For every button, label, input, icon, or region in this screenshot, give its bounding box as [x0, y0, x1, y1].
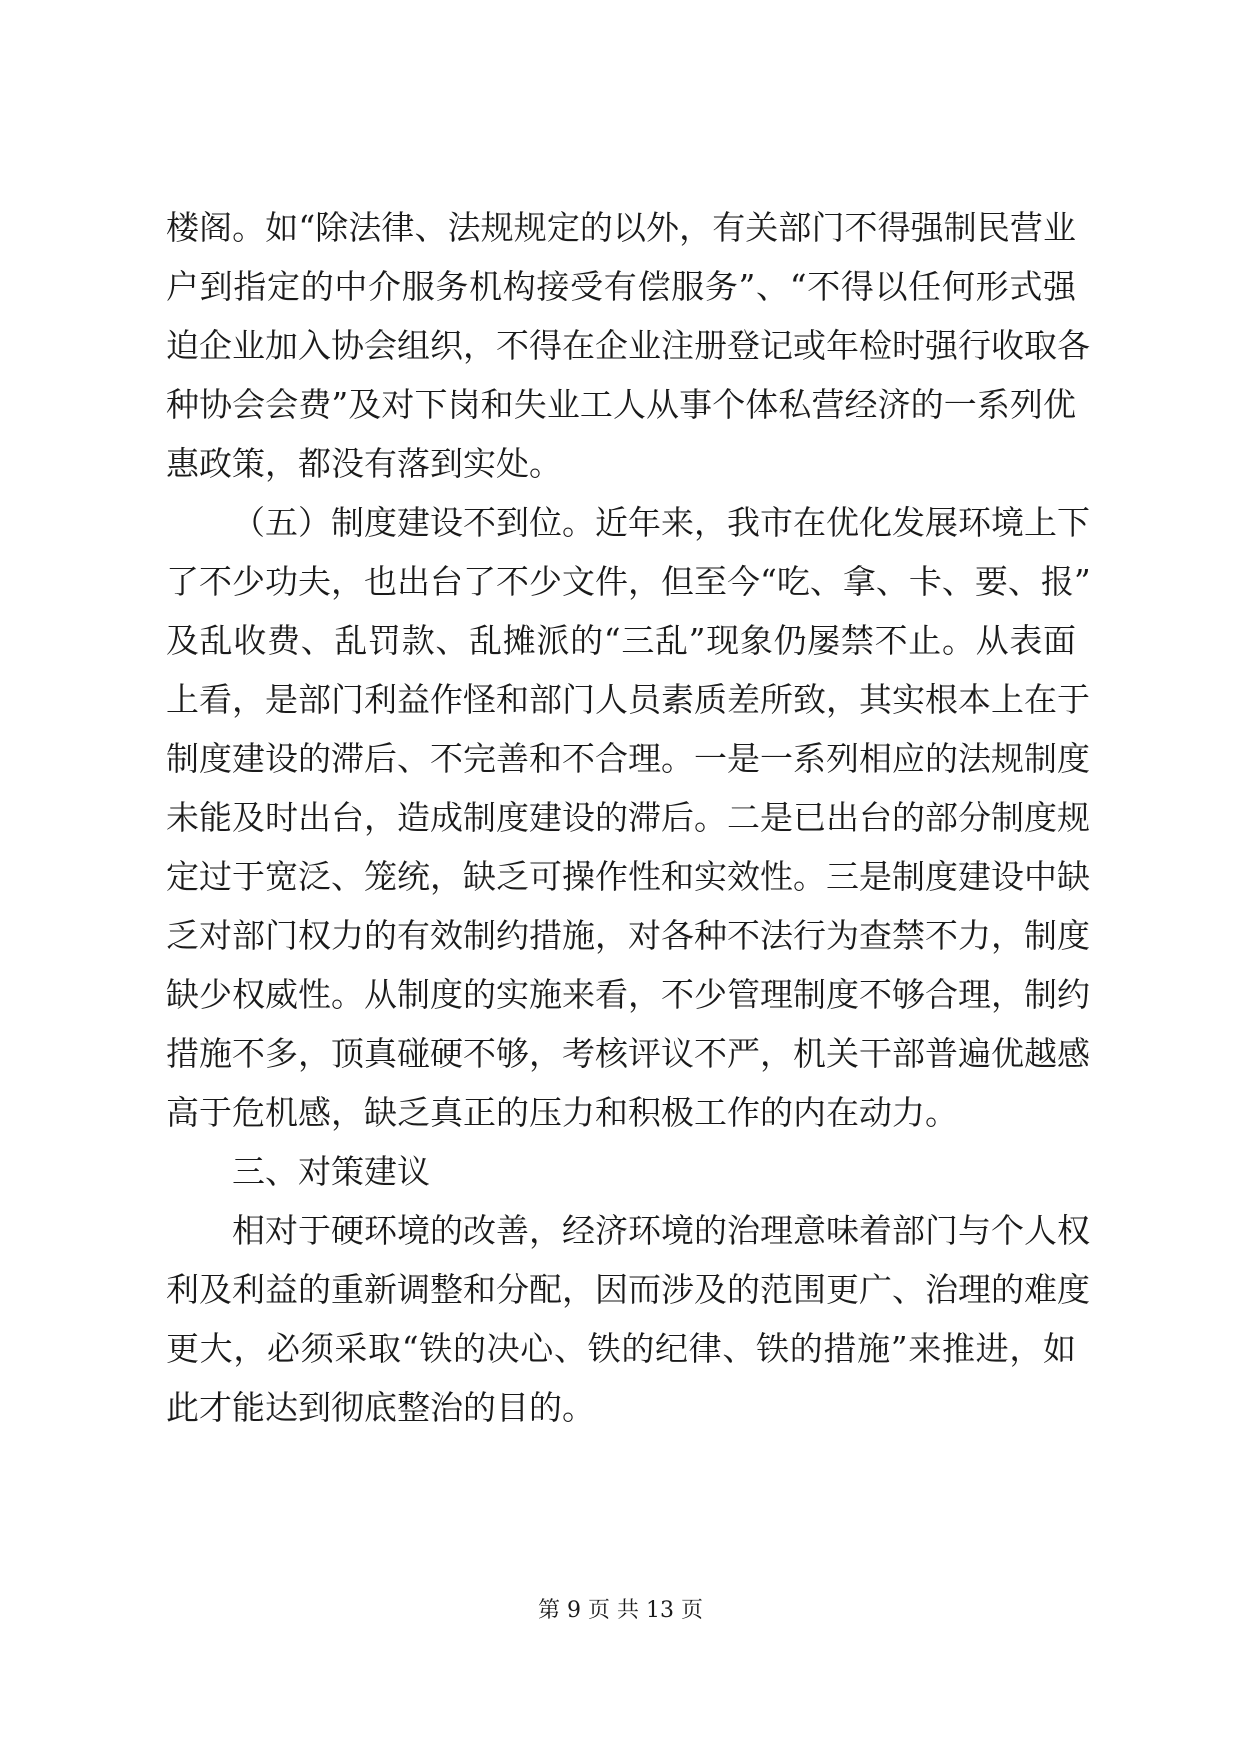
text-line: 高于危机感，缺乏真正的压力和积极工作的内在动力。: [166, 1093, 958, 1132]
text-line: 此才能达到彻底整治的目的。: [166, 1388, 595, 1427]
text-line: 及乱收费、乱罚款、乱摊派的“三乱”现象仍屡禁不止。从表面: [166, 621, 1076, 660]
text-line: 更大，必须采取“铁的决心、铁的纪律、铁的措施”来推进，如: [166, 1329, 1076, 1368]
text-line: 迫企业加入协会组织，不得在企业注册登记或年检时强行收取各: [166, 326, 1090, 365]
text-line: 种协会会费”及对下岗和失业工人从事个体私营经济的一系列优: [166, 385, 1076, 424]
text-line: 措施不多，顶真碰硬不够，考核评议不严，机关干部普遍优越感: [166, 1034, 1090, 1073]
text-line: （五）制度建设不到位。近年来，我市在优化发展环境上下: [232, 503, 1090, 542]
text-line: 定过于宽泛、笼统，缺乏可操作性和实效性。三是制度建设中缺: [166, 857, 1090, 896]
text-line: 了不少功夫，也出台了不少文件，但至今“吃、拿、卡、要、报”: [166, 562, 1091, 601]
text-line: 未能及时出台，造成制度建设的滞后。二是已出台的部分制度规: [166, 798, 1090, 837]
section-heading: 三、对策建议: [232, 1152, 430, 1191]
text-line: 相对于硬环境的改善，经济环境的治理意味着部门与个人权: [232, 1211, 1090, 1250]
page-footer: 第 9 页 共 13 页: [538, 1598, 703, 1623]
text-line: 利及利益的重新调整和分配，因而涉及的范围更广、治理的难度: [166, 1270, 1090, 1309]
text-line: 缺少权威性。从制度的实施来看，不少管理制度不够合理，制约: [166, 975, 1090, 1014]
text-line: 楼阁。如“除法律、法规规定的以外，有关部门不得强制民营业: [166, 208, 1076, 247]
text-line: 制度建设的滞后、不完善和不合理。一是一系列相应的法规制度: [166, 739, 1090, 778]
text-line: 惠政策，都没有落到实处。: [166, 444, 562, 483]
text-line: 上看，是部门利益作怪和部门人员素质差所致，其实根本上在于: [166, 680, 1090, 719]
text-line: 户到指定的中介服务机构接受有偿服务”、“不得以任何形式强: [166, 267, 1076, 306]
text-line: 乏对部门权力的有效制约措施，对各种不法行为查禁不力，制度: [166, 916, 1090, 955]
